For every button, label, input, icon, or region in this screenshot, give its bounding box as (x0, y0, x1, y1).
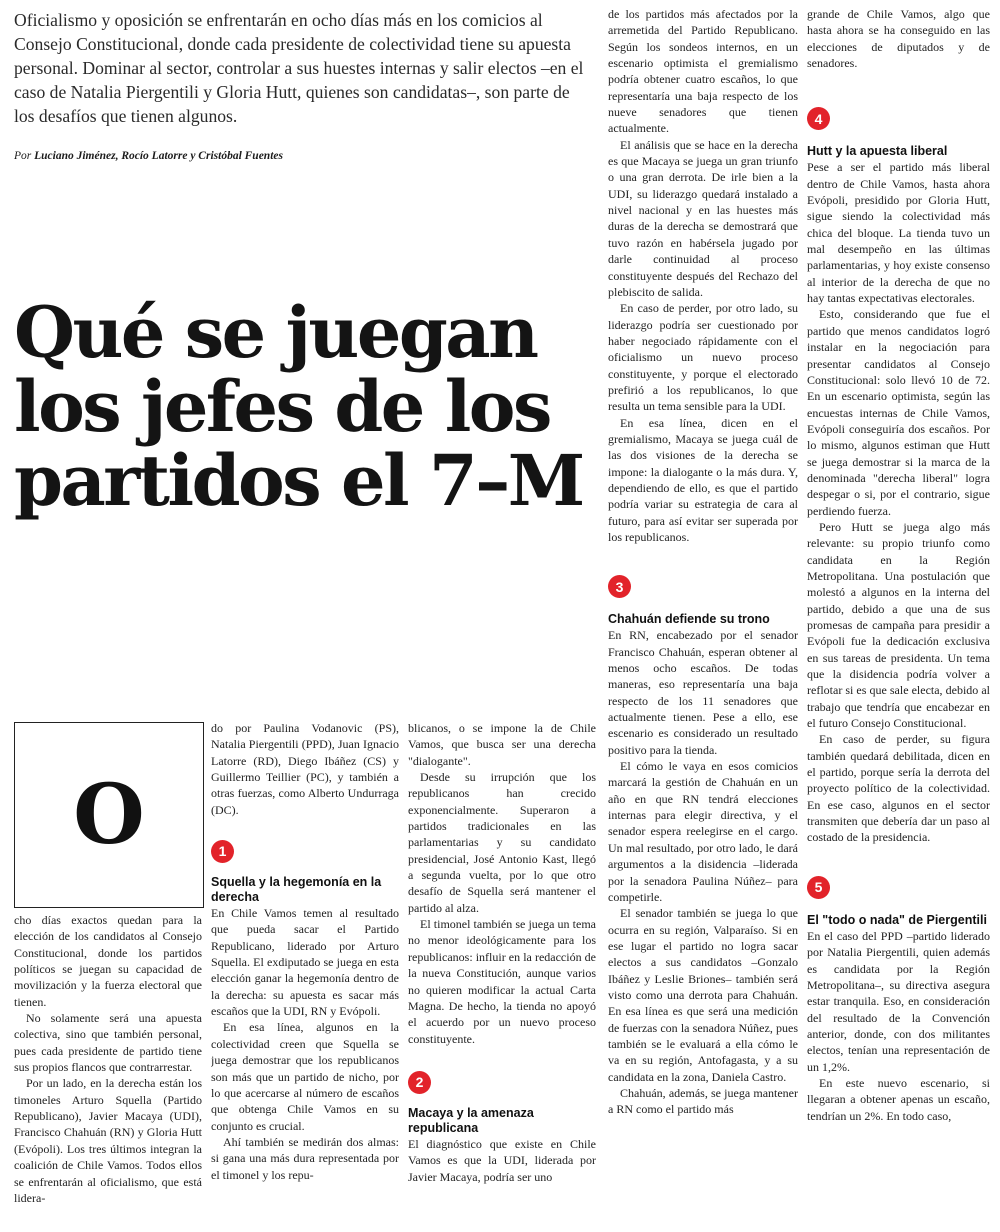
paragraph: cho días exactos quedan para la elección de los candidatos al Consejo Constitucional, donde los partidos políticos se juegan su capacidad de movilización y la fuerza electoral que tienen. (14, 913, 202, 1009)
section-3-title: Chahuán defiende su trono (608, 612, 770, 627)
paragraph: Ahí también se medirán dos almas: si gana una más dura representada por el timonel y los repu- (211, 1134, 399, 1182)
byline-prefix: Por (14, 150, 32, 162)
paragraph: Desde su irrupción que los republicanos han crecido exponencialmente. Superaron a partidos tradicionales en las parlamentarias y su candidato presidencial, José Antonio Kast, llegó a segunda vuelta, por lo que otro desafío de Squella será mantener el partido al alza. (408, 770, 596, 915)
section-5-badge: 5 (807, 876, 830, 899)
column-4 (608, 6, 798, 1228)
section-5-title: El "todo o nada" de Piergentili (807, 912, 987, 927)
section-4-badge: 4 (807, 107, 830, 130)
paragraph: de los partidos más afectados por la arremetida del Partido Republicano. Según los sondeos internos, en un escenario optimista el gremialismo podría obtener cuatro escaños, lo que representaría una baja respecto de los nueve senadores que tienen actualmente. (608, 7, 798, 136)
paragraph: Pero Hutt se juega algo más relevante: su propio triunfo como candidata en la Región Metropolitana. Una postulación que molestó a algunos en la interna del partido, debido a que una de sus promesas de campaña para presidir a Evópoli fue la dedicación exclusiva en sus tareas de presidenta. Un tema que la disidencia podría volver a reflotar si es que sale electa, debido al trabajo que tendría que encabezar en el futuro Consejo Constitucional. (807, 519, 990, 731)
paragraph: En RN, encabezado por el senador Francisco Chahuán, esperan obtener al menos ocho escaños. De todas maneras, eso representaría una baja respecto de los 11 senadores que actualmente tienen. Pese a ello, ese escenario es considerado un resultado positivo para la tienda. (608, 628, 798, 757)
paragraph: Por un lado, en la derecha están los timoneles Arturo Squella (Partido Republicano), Javier Macaya (UDI), Francisco Chahuán (RN) y Gloria Hutt (Evópoli). Los tres últimos integran la coalición de Chile Vamos. Todos ellos se enfrentarán al oficialismo, que está lidera- (14, 1076, 202, 1205)
article-intro: Oficialismo y oposición se enfrentarán en ocho días más en los comicios al Consejo Constitucional, donde cada presidente de colectividad tiene su apuesta personal. Dominar al sector, controlar a sus huestes internas y salir electos –en el caso de Natalia Piergentili y Gloria Hutt, quienes son candidatas–, son parte de los desafíos que tienen algunos. (14, 10, 584, 126)
section-2-badge: 2 (408, 1071, 431, 1094)
section-3-badge: 3 (608, 575, 631, 598)
paragraph: El cómo le vaya en esos comicios marcará la gestión de Chahuán en un año en que RN tendrá elecciones internas para elegir directiva, y el senador espera reelegirse en el cargo. Un mal resultado, por otro lado, le dará argumentos a la disidencia –liderada por la senadora Paulina Núñez– para competirle. (608, 759, 798, 904)
section-2-title: Macaya y la amenaza republicana (408, 1105, 534, 1135)
paragraph: El diagnóstico que existe en Chile Vamos es que la UDI, liderada por Javier Macaya, podría ser uno (408, 1136, 596, 1184)
byline-authors: Luciano Jiménez, Rocío Latorre y Cristóbal Fuentes (34, 150, 283, 162)
paragraph: El timonel también se juega un tema no menor ideológicamente para los republicanos: influir en la redacción de la nueva Constitución, aunque varios no quieren modificar la actual Carta Magna. De hecho, la tienda no apoyó el acuerdo por un nuevo proceso constituyente. (408, 917, 596, 1046)
paragraph: No solamente será una apuesta colectiva, sino que también personal, pues cada presidente de partido tiene sus propios flancos que contrarrestar. (14, 1011, 202, 1075)
paragraph: En esa línea, algunos en la colectividad creen que Squella se juega demostrar que los republicanos son más que un partido de nicho, por lo que acercarse al número de escaños que obtenga Chile Vamos en su conjunto es crucial. (211, 1020, 399, 1133)
dropcap-box (14, 722, 204, 908)
paragraph: En caso de perder, por otro lado, su liderazgo podría ser cuestionado por haber negociado rápidamente con el oficialismo un nuevo proceso constituyente, y porque el electorado prefirió a los republicanos, lo que resulta un tema sensible para la UDI. (608, 301, 798, 414)
paragraph: blicanos, o se impone la de Chile Vamos, que busca ser una derecha "dialogante". (408, 721, 596, 768)
paragraph: El análisis que se hace en la derecha es que Macaya se juega un gran triunfo o una gran derrota. De irle bien a la UDI, su liderazgo quedará instalado a nivel nacional y en las huestes más duras de la derecha se demostrará que tuvo razón en habérsela jugado por darle continuidad al proceso constituyente después del Rechazo del plebiscito de salida. (608, 137, 798, 299)
column-1 (14, 912, 202, 1228)
paragraph: Chahuán, además, se juega mantener a RN como el partido más (608, 1085, 798, 1117)
column-2 (211, 720, 399, 1228)
column-5 (807, 6, 990, 1228)
dropcap-letter: O (73, 767, 145, 863)
paragraph: En caso de perder, su figura también quedará debilitada, dicen en el partido, porque sería la derrota del proyecto político de la colectividad. En ese caso, algunos en el sector transmiten que debería dar un paso al costado de la presidencia. (807, 732, 990, 845)
paragraph: El senador también se juega lo que ocurra en su región, Valparaíso. Si en ese lugar el partido no logra sacar electos a sus candidatos –Gonzalo Ibáñez y Leslie Briones– también será visto como una derrota para Chahuán. En esa línea es que será una medición de fuerzas con la senadora Núñez, pues también se le evaluará a ella cómo le va en su región, Antofagasta, y a su candidata en la zona, Daniela Castro. (608, 906, 798, 1084)
paragraph: En esa línea, dicen en el gremialismo, Macaya se juega cuál de las dos visiones de la derecha se impone: la dialogante o la más dura. Y, dependiendo de ello, es que el partido podría variar su estrategia de cara al futuro, para así evitar ser superada por los republicanos. (608, 415, 798, 544)
byline (14, 150, 592, 162)
column-3 (408, 720, 596, 1228)
paragraph: do por Paulina Vodanovic (PS), Natalia Piergentili (PPD), Juan Ignacio Latorre (RD), Diego Ibáñez (CS) y Guillermo Teillier (PC), y también a otras fuerzas, como Alberto Undurraga (DC). (211, 721, 399, 817)
paragraph: Esto, considerando que fue el partido que menos candidatos logró instalar en la negociación para presentar candidatos al Consejo Constitucional: solo llevó 10 de 72. En un escenario optimista, según las encuestas internas de Chile Vamos, Evópoli conseguiría dos escaños. Por lo mismo, algunos estiman que Hutt se juega demostrar si la marca de la denominada "derecha liberal" logra despegar o si, por el contrario, sigue perdiendo fuerza. (807, 307, 990, 518)
paragraph: grande de Chile Vamos, algo que hasta ahora se ha conseguido en las elecciones de diputados y de senadores. (807, 7, 990, 71)
paragraph: Pese a ser el partido más liberal dentro de Chile Vamos, hasta ahora Evópoli, presidido por Gloria Hutt, sigue siendo la colectividad más chica del bloque. La tienda tuvo un mal desempeño en las últimas parlamentarias, y hoy existe consenso al interior de la derecha de que no hay tantas expectativas electorales. (807, 160, 990, 306)
section-1-title: Squella y la hegemonía en la derecha (211, 875, 382, 905)
paragraph: En este nuevo escenario, si llegaran a obtener apenas un escaño, tendrían un 2%. En todo caso, (807, 1075, 990, 1123)
section-4-title: Hutt y la apuesta liberal (807, 144, 948, 159)
section-1-badge: 1 (211, 840, 234, 863)
paragraph: En Chile Vamos temen al resultado que pueda sacar el Partido Republicano, liderado por Arturo Squella. El exdiputado se juega en esta elección ganar la hegemonía dentro de la derecha: su apuesta es sacar más escaños que la UDI, RN y Evópoli. (211, 906, 399, 1019)
headline: Qué se juegan los jefes de los partidos el 7–M (14, 291, 583, 522)
paragraph: En el caso del PPD –partido liderado por Natalia Piergentili, quien además es candidata por la Región Metropolitana–, su directiva asegura estar tranquila. Eso, en consideración del resultado de la Convención anterior, donde, con dos militantes electos, tenían una representación de un 1,2%. (807, 928, 990, 1074)
